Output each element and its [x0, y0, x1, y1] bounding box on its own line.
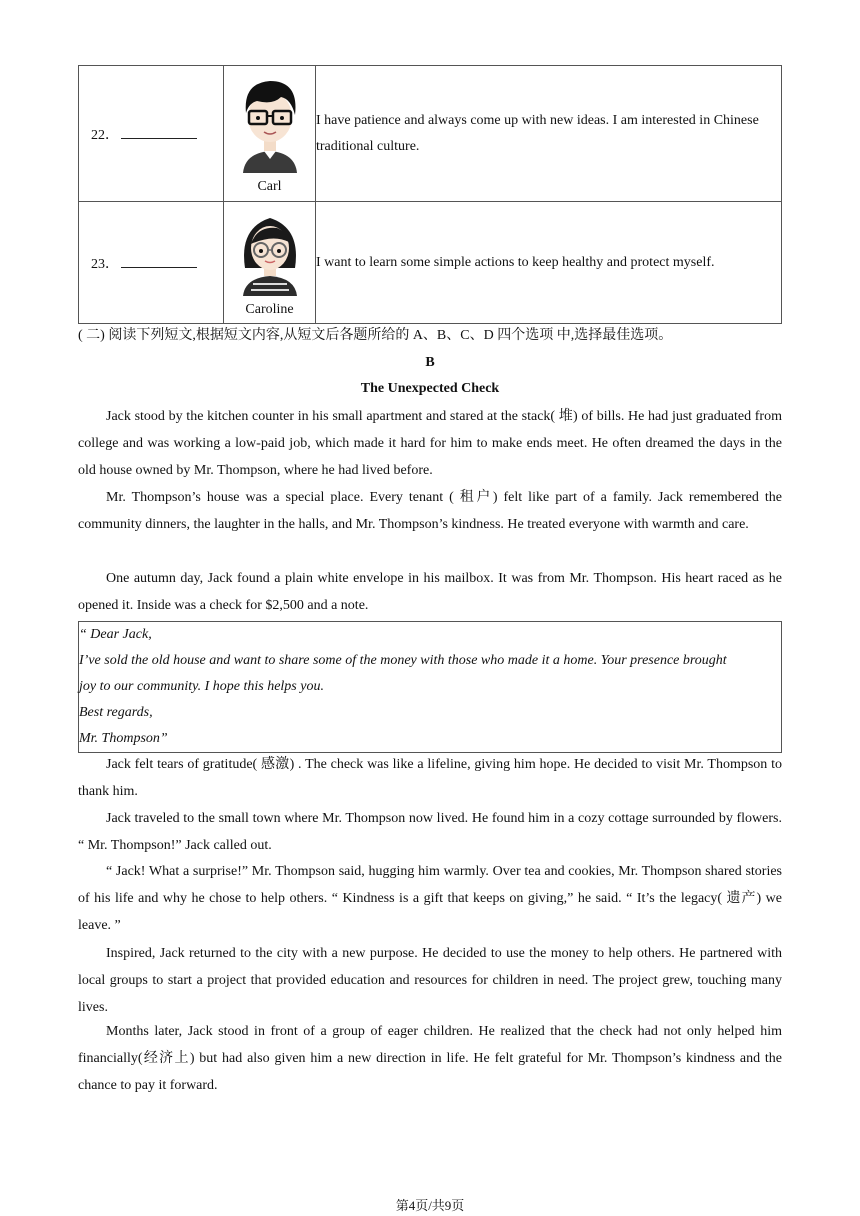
letter-box	[78, 621, 782, 753]
question-number: 23．	[91, 256, 119, 272]
passage-paragraph: Months later, Jack stood in front of a group of eager children. He realized that the check had not only helped him financially(经济上) but had also given him a new direction in life. He felt grateful for Mr. Thompson’s kindness and the chance to pay it forward.	[78, 1024, 782, 1093]
description-cell	[316, 66, 782, 202]
question-number-cell	[79, 202, 224, 324]
girl-avatar-icon	[237, 208, 303, 296]
avatar-cell	[224, 202, 316, 324]
person-name: Carl	[257, 178, 282, 194]
question-number: 22．	[91, 127, 119, 143]
table-row	[79, 66, 782, 202]
passage-title: The Unexpected Check	[360, 381, 500, 396]
passage-paragraph: One autumn day, Jack found a plain white envelope in his mailbox. It was from Mr. Thompson. His heart raced as he opened it. Inside was a check for $2,500 and a note.	[78, 571, 782, 613]
person-description: I want to learn some simple actions to keep healthy and protect myself.	[316, 254, 715, 270]
matching-table	[78, 65, 782, 324]
boy-avatar-icon	[237, 73, 303, 173]
passage-paragraph: “ Jack! What a surprise!” Mr. Thompson said, hugging him warmly. Over tea and cookies, Mr. Thompson shared stories of his life and why he chose to help others. “ Kindness is a gift that keeps on giving,” he said. “ It’s the legacy( 遗产) we leave. ”	[78, 864, 782, 933]
letter-line: “ Dear Jack,	[79, 627, 152, 642]
table-row	[79, 202, 782, 324]
letter-line: Mr. Thompson”	[79, 731, 168, 746]
section-letter: B	[425, 355, 435, 370]
passage-paragraph: Jack stood by the kitchen counter in his small apartment and stared at the stack( 堆) of bills. He had just graduated from college and was working a low-paid job, which made it hard for him to make ends meet. He often dreamed the days in the old house owned by Mr. Thompson, where he had lived before.	[78, 409, 782, 478]
page-number: 第4页/共9页	[395, 1198, 465, 1213]
passage-paragraph: Inspired, Jack returned to the city with a new purpose. He decided to use the money to help others. He partnered with local groups to start a project that provided education and resources for children in need. The project grew, touching many lives.	[78, 946, 782, 1015]
avatar-cell	[224, 66, 316, 202]
passage-paragraph: Jack traveled to the small town where Mr. Thompson now lived. He found him in a cozy cottage surrounded by flowers. “ Mr. Thompson!” Jack called out.	[78, 811, 782, 853]
person-name: Caroline	[245, 301, 294, 317]
passage-paragraph: Jack felt tears of gratitude( 感激) . The check was like a lifeline, giving him hope. He decided to visit Mr. Thompson to thank him.	[78, 757, 782, 799]
passage-paragraph: Mr. Thompson’s house was a special place. Every tenant ( 租户) felt like part of a family. Jack remembered the community dinners, the laughter in the halls, and Mr. Thompson’s kindness. He treated everyone with warmth and care.	[78, 490, 782, 532]
letter-line: joy to our community. I hope this helps you.	[79, 679, 324, 694]
letter-line: Best regards,	[79, 705, 153, 720]
answer-blank[interactable]	[121, 253, 197, 268]
answer-blank[interactable]	[121, 124, 197, 139]
description-cell	[316, 202, 782, 324]
section-instruction: ( 二) 阅读下列短文,根据短文内容,从短文后各题所给的 A、B、C、D 四个选项 中,选择最佳选项。	[78, 328, 673, 343]
letter-line: I’ve sold the old house and want to share some of the money with those who made it a home. Your presence brought	[79, 653, 727, 668]
person-description: I have patience and always come up with new ideas. I am interested in Chinese traditional culture.	[316, 112, 759, 154]
question-number-cell	[79, 66, 224, 202]
